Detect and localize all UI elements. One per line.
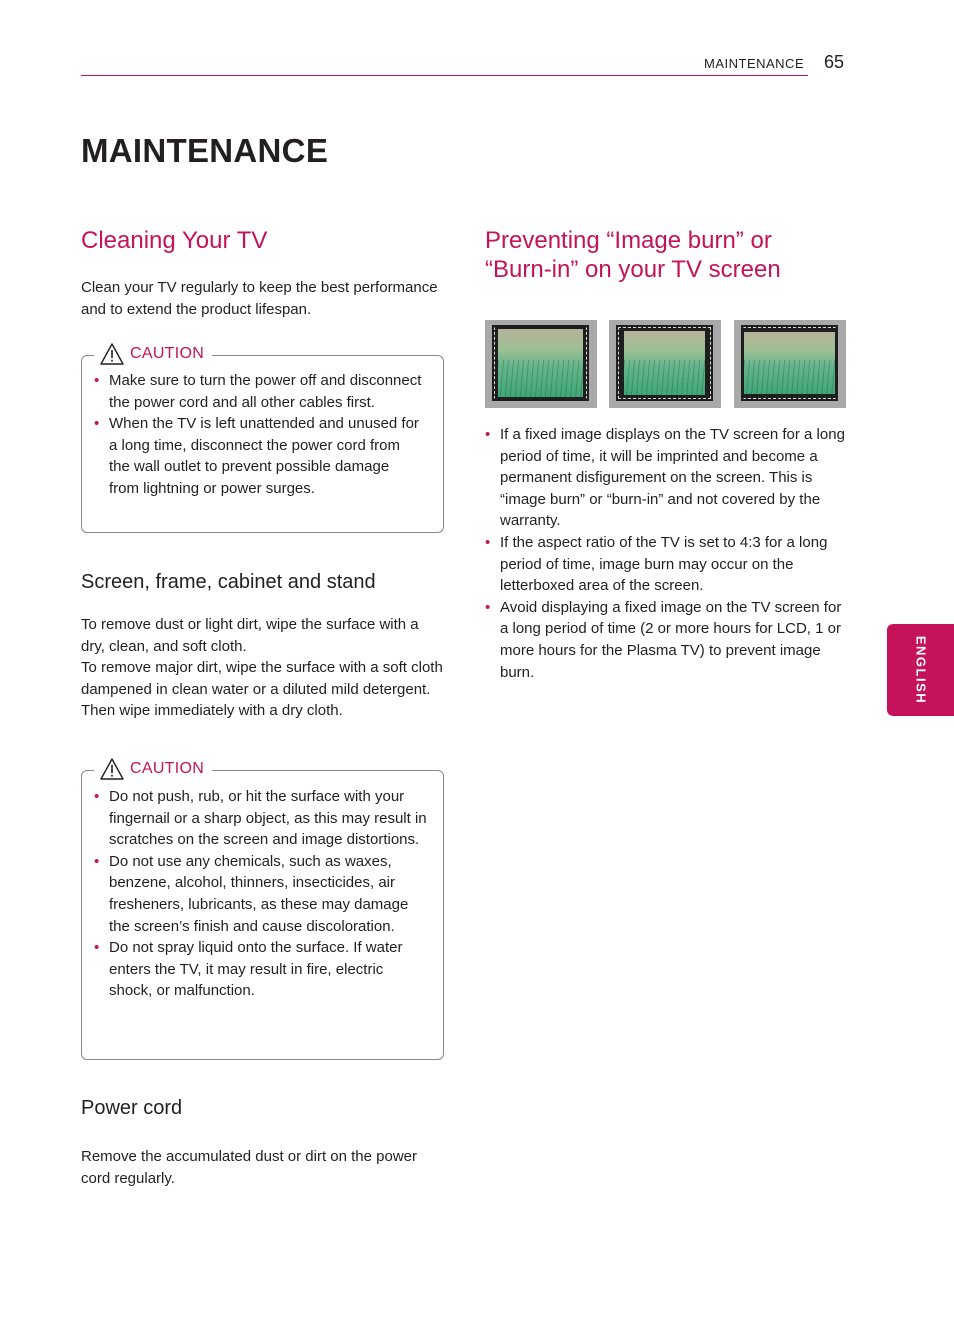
caution-header (94, 756, 212, 782)
caution-label: CAUTION (130, 345, 205, 362)
list-item: • If a fixed image displays on the TV screen for a long period of time, it will be imprinted and become a permanent disfigurement on the screen. This is “image burn” or “burn-in” and not covered by the warranty. (473, 424, 849, 532)
power-cord-heading: Power cord (81, 1097, 183, 1119)
list-item: • Do not push, rub, or hit the surface with your fingernail or a sharp object, as this may result in scratches on the screen and image distortions. (82, 786, 428, 851)
burn-in-list (473, 424, 849, 683)
warning-icon (100, 343, 124, 365)
language-tab-label: ENGLISH (913, 635, 928, 705)
page-number: 65 (824, 52, 845, 72)
screen-heading: Screen, frame, cabinet and stand (81, 571, 376, 593)
caution-list (82, 786, 428, 1002)
burn-in-heading-line-2: “Burn-in” on your TV screen (485, 256, 781, 283)
caution-box-cleaning (81, 345, 444, 533)
list-item: • Avoid displaying a fixed image on the TV screen for a long period of time (2 or more hours for LCD, 1 or more hours for the Plasma TV) to prevent image burn. (473, 597, 849, 683)
language-tab (887, 624, 954, 716)
screen-paragraph-1: To remove dust or light dirt, wipe the surface with a dry, clean, and soft cloth. (81, 616, 419, 655)
caution-label: CAUTION (130, 760, 205, 777)
warning-icon (100, 758, 124, 780)
caution-header (94, 341, 212, 367)
caution-list (82, 370, 422, 500)
tv-burn-in-image-2 (609, 320, 721, 408)
list-item: • Make sure to turn the power off and disconnect the power cord and all other cables first. (82, 370, 422, 413)
caution-box-screen (81, 760, 444, 1060)
header-rule (81, 75, 808, 76)
screen-paragraph-2: To remove major dirt, wipe the surface with a soft cloth dampened in clean water or a diluted mild detergent. Then wipe immediately with a dry cloth. (81, 659, 443, 720)
burn-in-heading-line-1: Preventing “Image burn” or (485, 227, 772, 254)
header-section-label: MAINTENANCE (704, 56, 805, 71)
page-title: MAINTENANCE (81, 132, 329, 169)
cleaning-heading: Cleaning Your TV (81, 227, 268, 254)
list-item: • If the aspect ratio of the TV is set to 4:3 for a long period of time, image burn may occur on the letterboxed area of the screen. (473, 532, 849, 597)
tv-burn-in-image-1 (485, 320, 597, 408)
burn-in-heading (485, 226, 865, 284)
power-cord-text: Remove the accumulated dust or dirt on the power cord regularly. (81, 1148, 418, 1187)
list-item: • Do not spray liquid onto the surface. If water enters the TV, it may result in fire, electric shock, or malfunction. (82, 937, 428, 1002)
cleaning-intro: Clean your TV regularly to keep the best performance and to extend the product lifespan. (81, 279, 438, 318)
list-item: • When the TV is left unattended and unused for a long time, disconnect the power cord from the wall outlet to prevent possible damage from lightning or power surges. (82, 413, 422, 499)
tv-burn-in-image-3 (734, 320, 846, 408)
list-item: • Do not use any chemicals, such as waxes, benzene, alcohol, thinners, insecticides, air fresheners, lubricants, as these may damage the screen’s finish and cause discoloration. (82, 851, 428, 937)
